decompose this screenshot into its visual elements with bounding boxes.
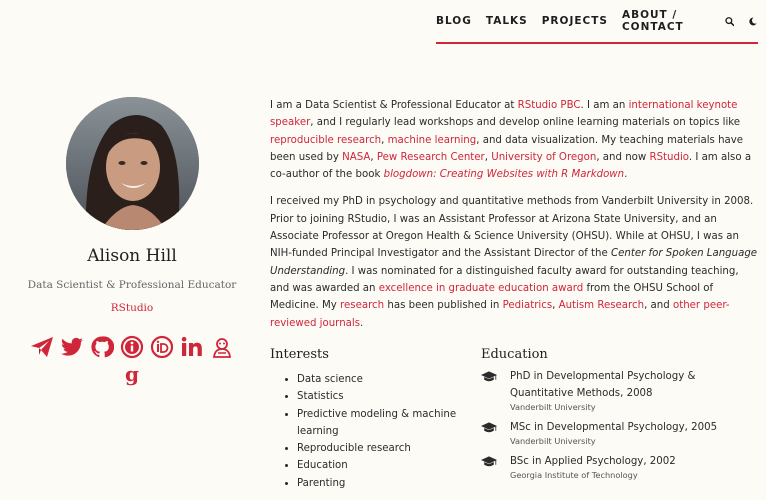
bio-paragraph-2: I received my PhD in psychology and quantitative methods from Vanderbilt University in 2008. Prior to joining RStudio, I was an Assistant Professor at Arizona State University, and an Associate Professor at Oregon Health & Science University (OHSU). While at OHSU, I was an NIH-funded Principal Investigator and the Assistant Director of the Center for Spoken Language Understanding. I was nominated for a distinguished faculty award for outstanding teaching, and was awarded an excellence in graduate education award from the OHSU School of Medicine. My research has been published in Pediatrics, Autism Research, and other peer-reviewed journals.	[270, 196, 758, 329]
education-degree: PhD in Developmental Psychology & Quantitative Methods, 2008	[510, 371, 696, 399]
blogdown-book-link[interactable]: blogdown: Creating Websites with R Markdown	[383, 169, 625, 181]
search-icon[interactable]	[725, 15, 735, 28]
profile-name: Alison Hill	[87, 246, 177, 266]
social-links	[28, 335, 236, 388]
journals-link[interactable]: other peer-reviewed journals	[270, 300, 730, 329]
education-school: Vanderbilt University	[510, 402, 596, 412]
bio-paragraph-1: I am a Data Scientist & Professional Educator at RStudio PBC. I am an international keynote speaker, and I regularly lead workshops and develop online learning materials on topics like reproducible research, machine learning, and data visualization. My teaching materials have been used by NASA, Pew Research Center, University of Oregon, and now RStudio. I am also a co-author of the book blogdown: Creating Websites with R Markdown.	[270, 100, 752, 181]
education-degree: MSc in Developmental Psychology, 2005	[510, 422, 718, 433]
email-icon[interactable]	[30, 335, 54, 359]
education-degree: BSc in Applied Psychology, 2002	[510, 456, 676, 467]
interests-section	[270, 347, 470, 492]
avatar	[66, 97, 199, 230]
interests-title: Interests	[270, 347, 329, 362]
research-link[interactable]: research	[340, 300, 385, 312]
education-item	[481, 419, 761, 447]
google-scholar-icon[interactable]	[120, 364, 144, 388]
top-nav	[436, 0, 758, 44]
nav-talks[interactable]: TALKS	[485, 15, 528, 27]
list-item: • Education	[297, 457, 470, 474]
list-item: • Predictive modeling & machine learning	[297, 406, 470, 441]
reproducible-research-link[interactable]: reproducible research	[270, 134, 382, 146]
education-section	[481, 347, 761, 481]
list-item: • Parenting	[297, 475, 470, 492]
svg-text:g: g	[125, 364, 139, 386]
graduation-cap-icon	[481, 456, 497, 468]
profile-card	[20, 97, 244, 315]
graduation-cap-icon	[481, 422, 497, 434]
machine-learning-link[interactable]: machine learning	[387, 134, 477, 146]
rstudio-link[interactable]: RStudio	[649, 151, 689, 163]
linkedin-icon[interactable]	[180, 335, 204, 359]
list-item: • Reproducible research	[297, 440, 470, 457]
education-item	[481, 453, 761, 481]
orcid-icon[interactable]	[150, 335, 174, 359]
education-school: Vanderbilt University	[510, 436, 596, 446]
pediatrics-link[interactable]: Pediatrics	[502, 300, 553, 312]
education-title: Education	[481, 347, 548, 362]
bio-section	[270, 97, 758, 342]
info-icon[interactable]	[120, 335, 144, 359]
nav-about-contact[interactable]: ABOUT / CONTACT	[621, 9, 684, 33]
uoregon-link[interactable]: University of Oregon	[491, 151, 597, 163]
list-item: • Statistics	[297, 388, 470, 405]
github-icon[interactable]	[90, 335, 114, 359]
education-school: Georgia Institute of Technology	[510, 470, 638, 480]
graduation-cap-icon	[481, 371, 497, 383]
pew-link[interactable]: Pew Research Center	[376, 151, 485, 163]
moon-icon[interactable]	[748, 15, 758, 28]
rstudio-pbc-link[interactable]: RStudio PBC	[517, 100, 581, 111]
autism-research-link[interactable]: Autism Research	[558, 300, 645, 312]
interests-list	[270, 371, 470, 492]
stack-overflow-icon[interactable]	[210, 335, 234, 359]
list-item: • Data science	[297, 371, 470, 388]
excellence-award-link[interactable]: excellence in graduate education award	[378, 282, 584, 294]
nav-projects[interactable]: PROJECTS	[541, 15, 608, 27]
nav-blog[interactable]: BLOG	[435, 15, 472, 27]
keynote-link[interactable]: international keynote speaker	[270, 100, 738, 129]
twitter-icon[interactable]	[60, 335, 84, 359]
profile-role: Data Scientist & Professional Educator	[27, 279, 237, 291]
profile-org-link[interactable]: RStudio	[110, 302, 154, 314]
education-item	[481, 368, 761, 413]
nasa-link[interactable]: NASA	[342, 151, 371, 163]
